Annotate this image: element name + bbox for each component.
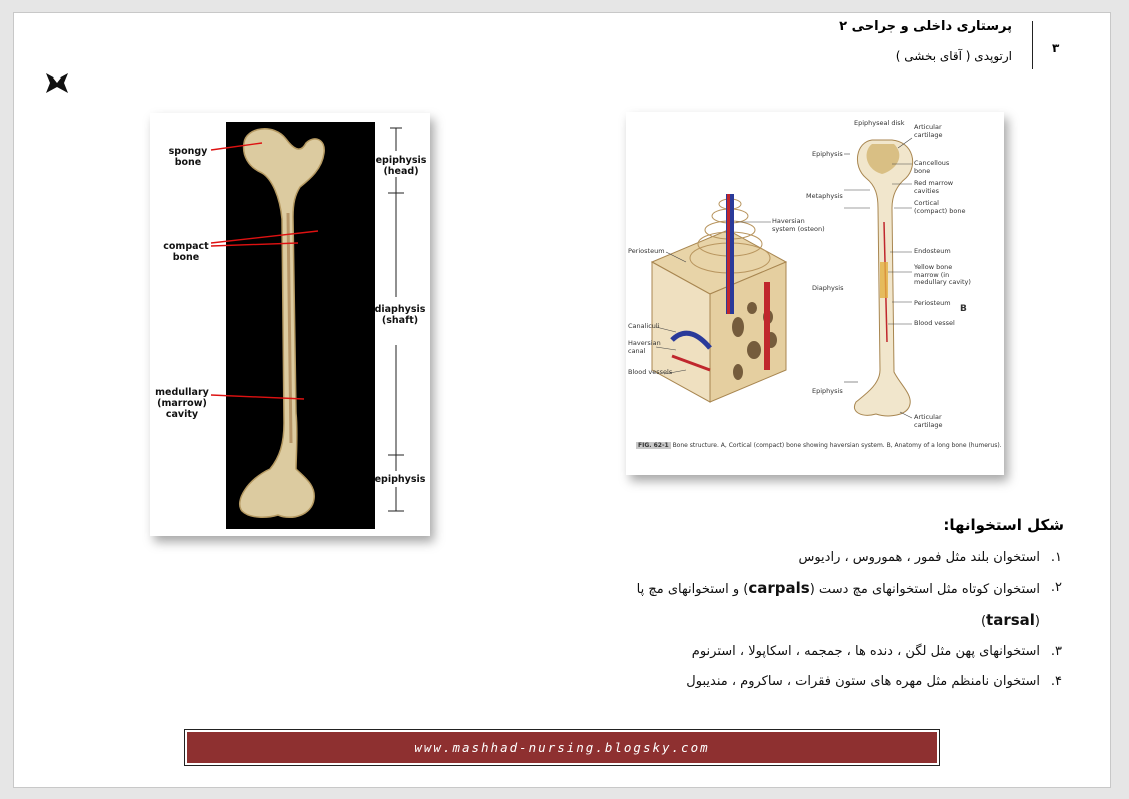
list-item <box>600 573 1062 637</box>
label-yellow-marrow: Yellow bone marrow (in medullary cavity) <box>914 263 971 286</box>
label-haversian-canal: Haversian canal <box>628 339 661 355</box>
figure-caption <box>636 442 1002 449</box>
list-item <box>600 667 1062 697</box>
label-canaliculi: Canaliculi <box>628 322 660 330</box>
list-item-number: ۳. <box>1050 644 1062 659</box>
label-cortical-bone: Cortical (compact) bone <box>914 199 966 215</box>
label-epiphyseal-disk: Epiphyseal disk <box>854 119 905 127</box>
label-epiphysis-head: epiphysis (head) <box>375 155 427 177</box>
label-panel-b: B <box>960 304 967 314</box>
list-item <box>600 637 1062 667</box>
list-item-text: استخوانهای پهن مثل لگن ، دنده ها ، جمجمه ، اسکاپولا ، استرنوم <box>691 644 1040 659</box>
list-item-text: استخوان بلند مثل فمور ، هموروس ، رادیوس <box>798 550 1040 565</box>
label-diaphysis-shaft: diaphysis (shaft) <box>374 304 426 326</box>
list-item-number: ۴. <box>1050 674 1062 689</box>
list-item <box>600 543 1062 573</box>
figure-caption-text: Bone structure. A, Cortical (compact) bone showing haversian system. B, Anatomy of a long bone (humerus). <box>672 442 1002 449</box>
footer-url[interactable]: www.mashhad-nursing.blogsky.com <box>187 732 937 763</box>
label-epiphysis-bottom: Epiphysis <box>812 387 843 395</box>
list-item-text-c: ) <box>980 614 987 629</box>
label-blood-vessel: Blood vessel <box>914 319 955 327</box>
latin-term-carpals: carpals <box>748 579 810 597</box>
label-periosteum-a: Periosteum <box>628 247 665 255</box>
label-red-marrow: Red marrow cavities <box>914 179 954 195</box>
list-item-text-a: استخوان کوتاه مثل استخوانهای مچ دست ( <box>809 582 1040 597</box>
document-page <box>13 12 1111 788</box>
label-epiphysis-top: Epiphysis <box>812 150 843 158</box>
femur-photo-figure <box>150 113 430 536</box>
footer-banner <box>184 729 940 766</box>
label-diaphysis-b: Diaphysis <box>812 284 844 292</box>
label-compact-bone: compact bone <box>163 241 209 263</box>
header-title: پرستاری داخلی و جراحی ۲ <box>839 19 1012 34</box>
list-item-number: ۲. <box>1050 580 1062 595</box>
page-number: ۳ <box>1052 41 1060 55</box>
header-divider <box>1032 21 1033 69</box>
label-medullary-cavity: medullary (marrow) cavity <box>155 387 209 420</box>
university-emblem-icon <box>44 69 70 99</box>
header-subtitle: ارتوپدی ( آقای بخشی ) <box>895 49 1012 63</box>
label-endosteum: Endosteum <box>914 247 951 255</box>
list-item-text: استخوان نامنظم مثل مهره های ستون فقرات ، ساکروم ، مندیبول <box>686 674 1040 689</box>
bone-structure-figure <box>626 112 1004 475</box>
list-item-text-b: ) و استخوانهای مچ پا ( <box>636 582 1040 629</box>
list-item-number: ۱. <box>1050 550 1062 565</box>
label-periosteum-b: Periosteum <box>914 299 951 307</box>
latin-term-tarsal: tarsal <box>986 611 1035 629</box>
label-spongy-bone: spongy bone <box>168 146 208 168</box>
label-blood-vessels: Blood vessels <box>628 368 673 376</box>
figure-number: FIG. 62-1 <box>638 442 669 449</box>
label-cancellous-bone: Cancellous bone <box>914 159 950 175</box>
label-articular-cartilage-bottom: Articular cartilage <box>914 413 943 429</box>
label-articular-cartilage-top: Articular cartilage <box>914 123 943 139</box>
section-title: شکل استخوانها: <box>943 516 1064 534</box>
label-epiphysis: epiphysis <box>374 474 426 485</box>
label-haversian-system: Haversian system (osteon) <box>772 217 825 233</box>
label-metaphysis: Metaphysis <box>806 192 843 200</box>
bone-shapes-list <box>600 543 1062 697</box>
